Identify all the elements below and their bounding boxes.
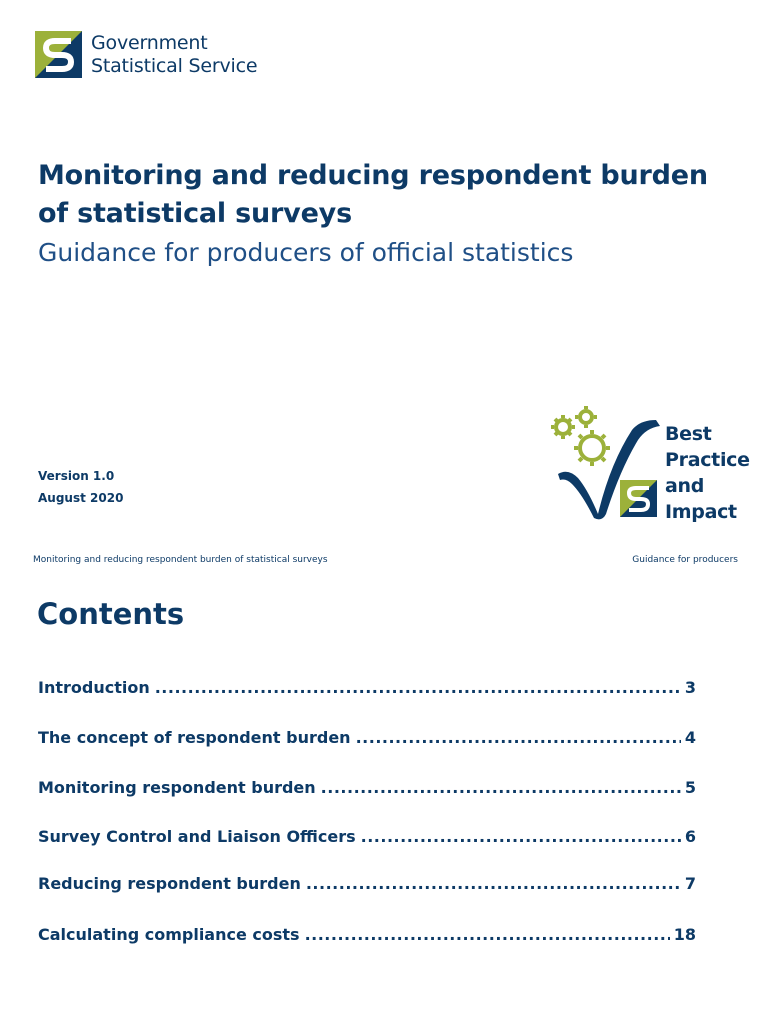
toc-item-label: The concept of respondent burden [38,728,351,747]
contents-heading: Contents [37,597,185,631]
best-practice-gears-tick-icon [548,404,666,524]
badge-line-2: Practice [665,449,750,471]
toc-item-concept[interactable] [38,728,696,747]
badge-line-4: Impact [665,501,737,523]
version-info [38,465,123,509]
toc-item-label: Survey Control and Liaison Officers [38,827,356,846]
toc-item-label: Monitoring respondent burden [38,778,316,797]
running-header-right: Guidance for producers [632,555,738,565]
toc-item-label: Calculating compliance costs [38,925,300,944]
date-label: August 2020 [38,491,124,505]
toc-item-page: 4 [684,728,696,747]
toc-item-page: 3 [684,678,696,697]
toc-item-page: 6 [684,827,696,846]
toc-leader-dots [306,874,681,893]
toc-item-label: Introduction [38,678,150,697]
toc-item-page: 18 [673,925,696,944]
best-practice-text [665,421,750,525]
toc-item-page: 5 [684,778,696,797]
badge-line-1: Best [665,423,712,445]
best-practice-badge [548,404,753,524]
document-subtitle: Guidance for producers of official statistics [38,238,574,267]
logo-line-2: Statistical Service [91,54,258,77]
running-header-left: Monitoring and reducing respondent burden of statistical surveys [33,555,328,565]
logo-line-1: Government [91,31,208,54]
gss-s-logo-icon [35,31,82,78]
toc-leader-dots [356,728,681,747]
toc-leader-dots [305,925,670,944]
toc-leader-dots [321,778,681,797]
toc-item-sclo[interactable] [38,827,696,846]
gss-logo-text [91,32,257,78]
toc-leader-dots [361,827,681,846]
toc-item-page: 7 [684,874,696,893]
document-title: Monitoring and reducing respondent burden of statistical surveys [38,160,708,229]
badge-line-3: and [665,475,705,497]
version-label: Version 1.0 [38,469,115,483]
toc-item-compliance[interactable] [38,925,696,944]
gss-logo [35,31,257,78]
toc-item-monitoring[interactable] [38,778,696,797]
toc-leader-dots [155,678,681,697]
toc-item-reducing[interactable] [38,874,696,893]
toc-item-introduction[interactable] [38,678,696,697]
toc-item-label: Reducing respondent burden [38,874,301,893]
